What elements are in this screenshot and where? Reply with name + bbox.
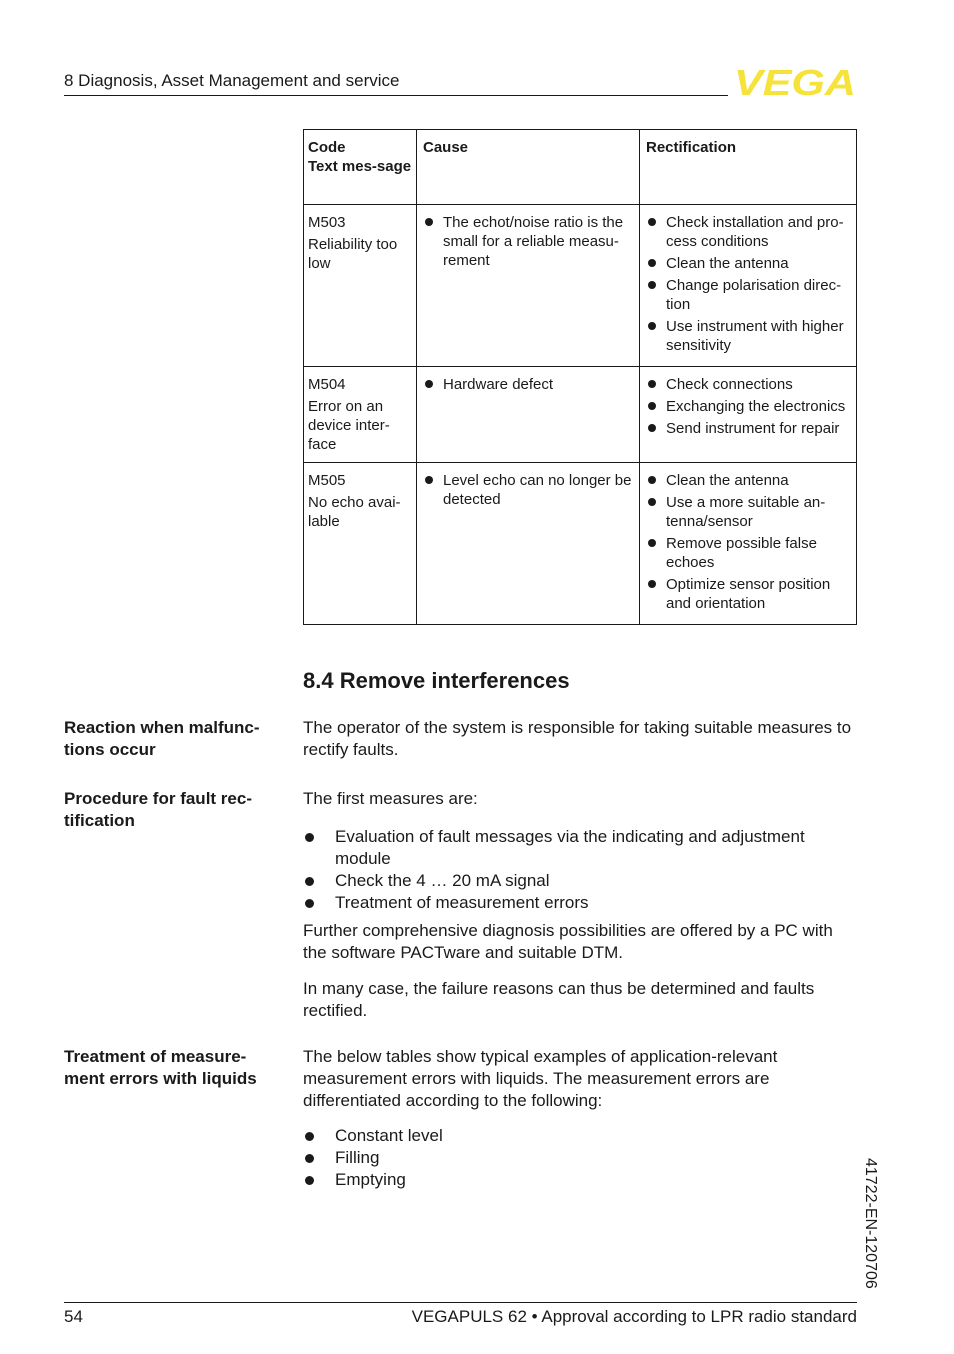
- section-heading: 8.4 Remove interferences: [303, 668, 570, 693]
- treatment-block: [303, 1046, 859, 1191]
- list-item: Clean the antenna: [646, 471, 852, 490]
- list-item: Clean the antenna: [646, 254, 852, 273]
- header-rectification: Rectification: [640, 130, 857, 205]
- table-header-row: [304, 130, 857, 205]
- list-item: Exchanging the electronics: [646, 397, 852, 416]
- procedure-intro: The first measures are:: [303, 789, 478, 808]
- list-item: Hardware defect: [423, 375, 635, 394]
- list-item: Check installation and pro-cess conditions: [646, 213, 852, 251]
- logo-text: VEGA: [734, 66, 856, 98]
- table-row: [304, 367, 857, 463]
- list-item: Check the 4 … 20 mA signal: [303, 870, 859, 892]
- reaction-text: The operator of the system is responsible for taking suitable measures to rectify faults.: [303, 718, 852, 759]
- error-code-table: [303, 129, 857, 625]
- vega-logo: [734, 66, 858, 98]
- list-item: Send instrument for repair: [646, 419, 852, 438]
- procedure-list: [303, 826, 859, 914]
- procedure-block: [303, 788, 859, 1022]
- paragraph: Further comprehensive diagnosis possibilities are offered by a PC with the software PACTware and suitable DTM.: [303, 921, 833, 962]
- document-id: 41722-EN-120706: [862, 1158, 879, 1289]
- header-cause: Cause: [417, 130, 640, 205]
- cause-cell: [417, 367, 640, 463]
- paragraph: The below tables show typical examples of application-relevant measurement errors with liquids. The measurement errors are differentiated according to the following:: [303, 1047, 778, 1110]
- running-header: 8 Diagnosis, Asset Management and service: [64, 71, 400, 90]
- code-cell: M504 Error on an device inter-face: [304, 367, 417, 463]
- list-item: Evaluation of fault messages via the indicating and adjustment module: [303, 826, 859, 870]
- list-item: Level echo can no longer be detected: [423, 471, 635, 509]
- header-code: Code Text mes-sage: [304, 130, 417, 205]
- code-cell: M503 Reliability too low: [304, 205, 417, 367]
- list-item: Optimize sensor position and orientation: [646, 575, 852, 613]
- list-item: Treatment of measurement errors: [303, 892, 859, 914]
- list-item: Remove possible false echoes: [646, 534, 852, 572]
- list-item: Emptying: [303, 1169, 859, 1191]
- rectification-cell: [640, 367, 857, 463]
- list-item: Change polarisation direc-tion: [646, 276, 852, 314]
- header-rule: [64, 95, 728, 96]
- treatment-list: [303, 1125, 859, 1191]
- list-item: Use instrument with higher sensitivity: [646, 317, 852, 355]
- footer-title: VEGAPULS 62 • Approval according to LPR radio standard: [411, 1307, 857, 1326]
- cause-cell: [417, 205, 640, 367]
- list-item: Filling: [303, 1147, 859, 1169]
- list-item: Check connections: [646, 375, 852, 394]
- footer-rule: [64, 1302, 857, 1303]
- side-label-reaction: Reaction when malfunc-tions occur: [64, 718, 260, 759]
- page-number: 54: [64, 1307, 83, 1326]
- paragraph: In many case, the failure reasons can thus be determined and faults rectified.: [303, 979, 815, 1020]
- list-item: The echot/noise ratio is the small for a reliable measu-rement: [423, 213, 635, 270]
- side-label-treatment: Treatment of measure-ment errors with liquids: [64, 1047, 257, 1088]
- side-label-procedure: Procedure for fault rec-tification: [64, 789, 252, 830]
- cause-cell: [417, 463, 640, 625]
- table-row: [304, 205, 857, 367]
- list-item: Constant level: [303, 1125, 859, 1147]
- list-item: Use a more suitable an-tenna/sensor: [646, 493, 852, 531]
- rectification-cell: [640, 205, 857, 367]
- code-cell: M505 No echo avai-lable: [304, 463, 417, 625]
- rectification-cell: [640, 463, 857, 625]
- table-row: [304, 463, 857, 625]
